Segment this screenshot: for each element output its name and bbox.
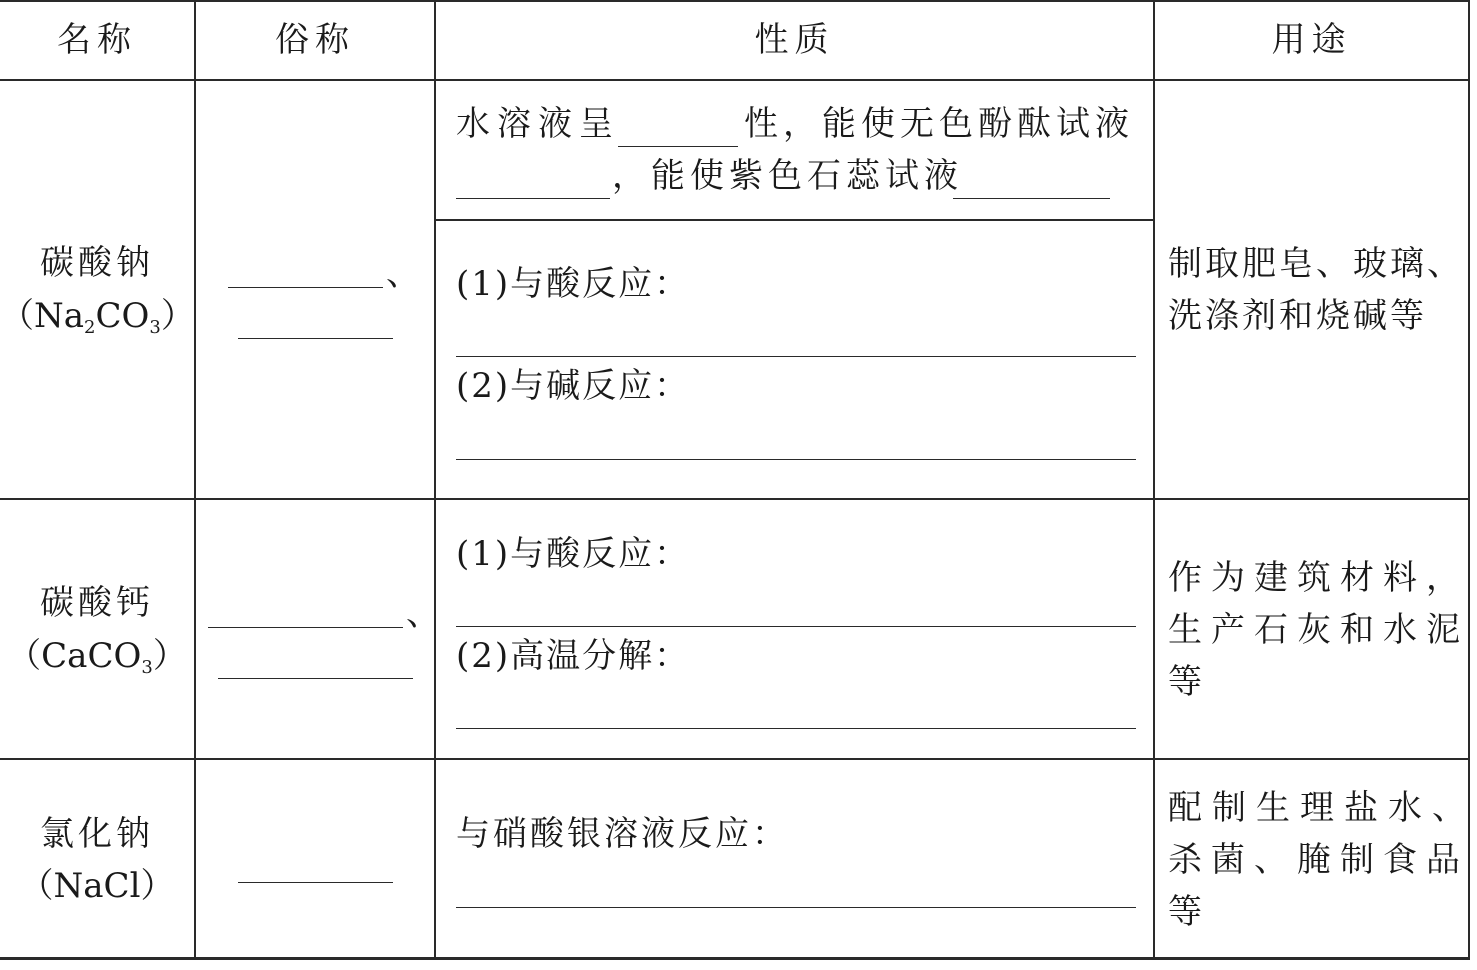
row3-name: 氯化钠 <box>40 814 154 854</box>
grid-inner-row1-split <box>435 219 1154 221</box>
row1-use-line1: 制取肥皂、玻璃、 <box>1168 244 1464 284</box>
row1-reaction2-blank[interactable] <box>456 459 1136 460</box>
row2-reaction2-blank[interactable] <box>456 728 1136 729</box>
grid-bottom <box>0 957 1470 960</box>
row2-use-line1: 作为建筑材料， <box>1168 558 1469 598</box>
header-use: 用途 <box>1271 20 1352 60</box>
grid-row2-bottom <box>0 758 1470 760</box>
header-common-name: 俗称 <box>275 20 355 60</box>
row1-prop-line2: ，能使紫色石蕊试液 <box>612 156 963 196</box>
row2-formula: （CaCO$_3$） <box>7 636 187 678</box>
row1-prop-blank-litmus[interactable] <box>953 198 1110 199</box>
grid-header-bottom <box>0 79 1470 81</box>
row1-reaction1-label: (1)与酸反应： <box>456 264 691 304</box>
grid-top <box>0 0 1470 2</box>
row1-use-line2: 洗涤剂和烧碱等 <box>1168 296 1427 336</box>
row1-reaction1-blank[interactable] <box>456 356 1136 357</box>
grid-col2 <box>434 0 436 960</box>
row2-common-blank-2[interactable] <box>218 678 413 679</box>
row1-prop-line1b: 性，能使无色酚酞试液 <box>744 104 1134 144</box>
row3-formula: （NaCl） <box>19 866 175 906</box>
row1-prop-blank-acidity[interactable] <box>618 146 738 147</box>
row1-name: 碳酸钠 <box>40 243 154 283</box>
row3-use-line1: 配制生理盐水、 <box>1168 788 1476 828</box>
row2-reaction2-label: (2)高温分解： <box>456 636 691 676</box>
row1-reaction2-label: (2)与碱反应： <box>456 366 691 406</box>
row1-common-blank-1[interactable] <box>228 287 383 288</box>
row1-formula: $(Na_2CO_3)$ <box>0 296 195 338</box>
header-property: 性质 <box>754 20 835 60</box>
grid-col1 <box>194 0 196 960</box>
row2-reaction1-blank[interactable] <box>456 626 1136 627</box>
row1-common-blank-2[interactable] <box>238 338 393 339</box>
row1-prop-line1a: 水溶液呈 <box>456 104 620 144</box>
row2-use-line3: 等 <box>1168 662 1204 702</box>
row2-common-sep: 、 <box>406 594 442 634</box>
row3-reaction1-blank[interactable] <box>456 907 1136 908</box>
row2-common-blank-1[interactable] <box>208 627 403 628</box>
row3-use-line2: 杀菌、腌制食品 <box>1168 840 1469 880</box>
grid-col3 <box>1153 0 1155 960</box>
row3-common-blank[interactable] <box>238 882 393 883</box>
row2-name: 碳酸钙 <box>40 583 154 623</box>
row3-reaction1-label: 与硝酸银溶液反应： <box>456 814 789 854</box>
row2-use-line2: 生产石灰和水泥 <box>1168 610 1469 650</box>
grid-row1-bottom <box>0 498 1470 500</box>
row1-prop-blank-phenolphthalein[interactable] <box>456 198 610 199</box>
row2-reaction1-label: (1)与酸反应： <box>456 534 691 574</box>
header-name: 名称 <box>57 20 137 60</box>
row3-use-line3: 等 <box>1168 892 1204 932</box>
row1-common-sep: 、 <box>386 254 422 294</box>
